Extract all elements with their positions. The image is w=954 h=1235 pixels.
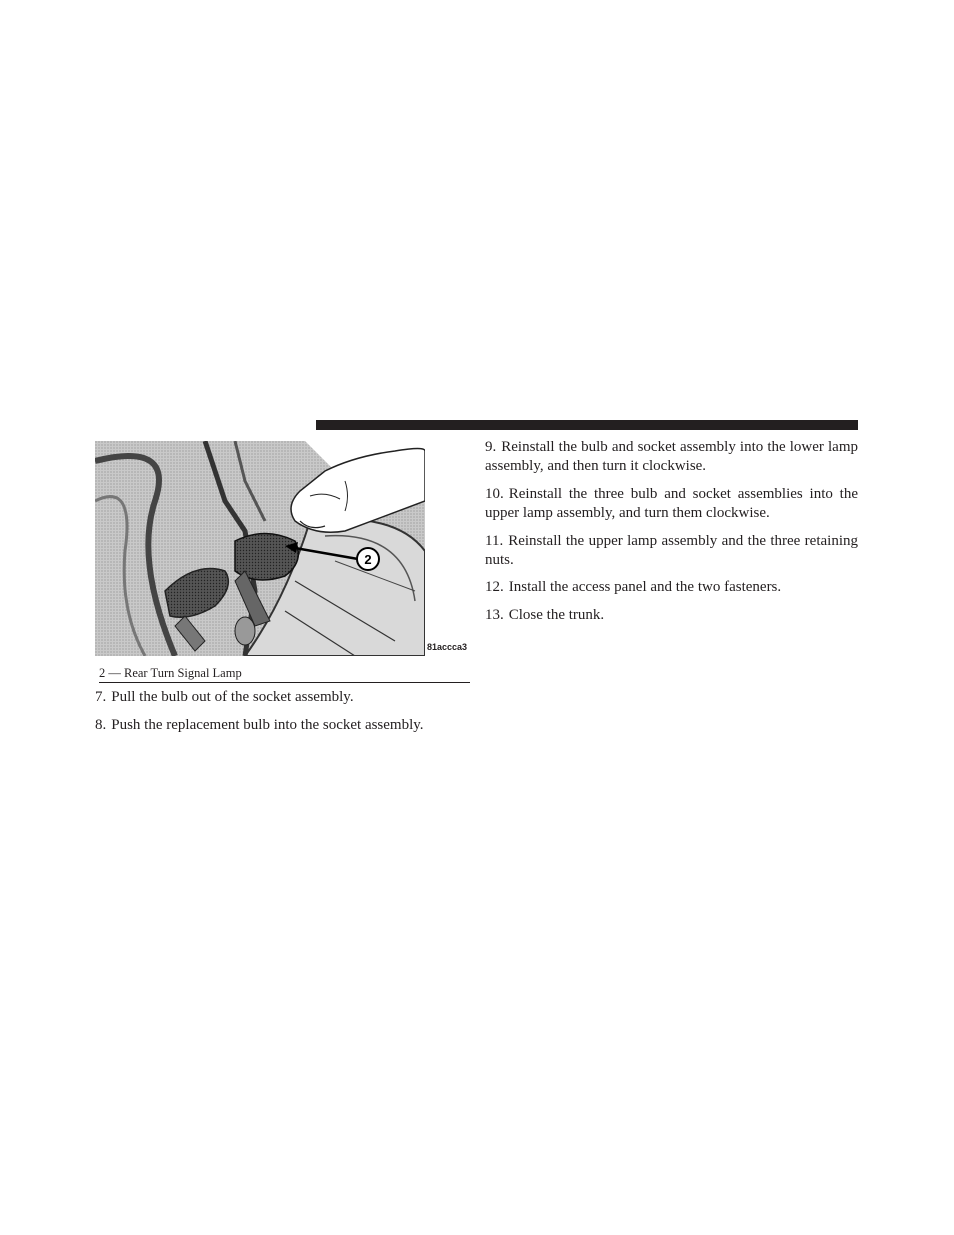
section-header-bar: [316, 420, 858, 430]
figure-caption: 2 — Rear Turn Signal Lamp: [99, 665, 470, 683]
step-number: 12.: [485, 579, 504, 595]
step-number: 9.: [485, 439, 497, 455]
lamp-illustration: [95, 441, 470, 656]
step-number: 7.: [95, 689, 107, 705]
step-10: [485, 485, 858, 523]
step-9: [485, 438, 858, 476]
step-text: Reinstall the bulb and socket assembly into the lower lamp assembly, and then turn it clockwise.: [485, 439, 858, 474]
step-number: 13.: [485, 607, 504, 623]
step-text: Push the replacement bulb into the socket assembly.: [111, 717, 424, 733]
step-13: [485, 606, 858, 625]
step-12: [485, 578, 858, 597]
step-text: Reinstall the upper lamp assembly and the three retaining nuts.: [485, 533, 858, 568]
figure-code: 81accca3: [427, 642, 468, 652]
step-number: 11.: [485, 533, 504, 549]
step-8: [95, 716, 470, 735]
step-text: Install the access panel and the two fasteners.: [508, 579, 782, 595]
step-text: Pull the bulb out of the socket assembly.: [111, 689, 354, 705]
step-number: 8.: [95, 717, 107, 733]
step-text: Close the trunk.: [508, 607, 605, 623]
step-number: 10.: [485, 486, 504, 502]
callout-number-label: 2: [364, 552, 372, 567]
step-11: [485, 532, 858, 570]
step-text: Reinstall the three bulb and socket assemblies into the upper lamp assembly, and turn them clockwise.: [485, 486, 858, 521]
step-7: [95, 688, 470, 707]
